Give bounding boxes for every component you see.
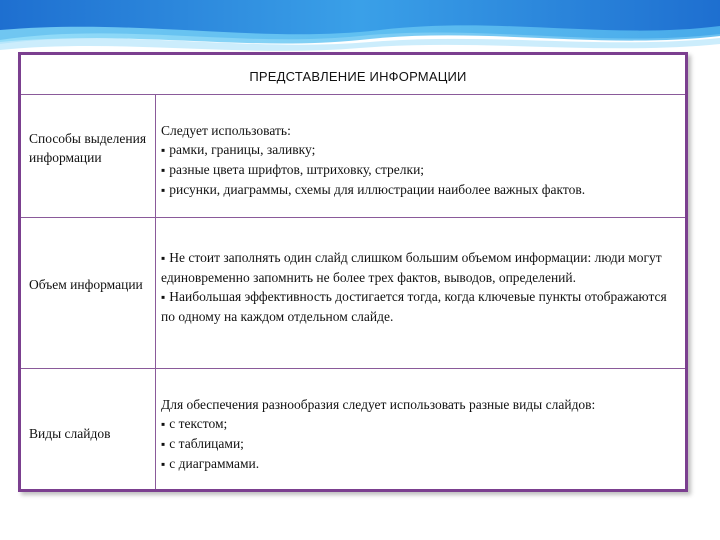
row-label-volume: Объем информации: [29, 277, 143, 292]
bullet-item: ▪ разные цвета шрифтов, штриховку, стрелки;: [161, 160, 681, 180]
blue-wave-icon: [0, 0, 720, 60]
column-divider: [155, 95, 156, 489]
content-line: Следует использовать:: [161, 123, 291, 138]
bullet-item: ▪ с текстом;: [161, 414, 681, 434]
bullet-item: ▪ Не стоит заполнять один слайд слишком большим объемом информации: люди могут единовременно запомнить не более трех фактов, выводов, определений.: [161, 248, 681, 287]
bullet-item: ▪ рисунки, диаграммы, схемы для иллюстрации наиболее важных фактов.: [161, 180, 681, 200]
page-title: ПРЕДСТАВЛЕНИЕ ИНФОРМАЦИИ: [249, 69, 467, 84]
row-content-slide-types: [161, 395, 681, 474]
bullet-item: ▪ с диаграммами.: [161, 454, 681, 474]
info-table: [18, 52, 688, 492]
row-divider: [21, 217, 685, 218]
bullet-item: ▪ с таблицами;: [161, 434, 681, 454]
row-divider: [21, 368, 685, 369]
table-header: [21, 55, 685, 95]
row-content-highlighting: [161, 121, 681, 200]
bullet-item: ▪ Наибольшая эффективность достигается тогда, когда ключевые пункты отображаются по одному на каждом отдельном слайде.: [161, 287, 681, 326]
content-line: Для обеспечения разнообразия следует использовать разные виды слайдов:: [161, 397, 596, 412]
row-content-volume: [161, 248, 681, 326]
bullet-item: ▪ рамки, границы, заливку;: [161, 140, 681, 160]
row-label-highlighting: Способы выделения информации: [29, 131, 147, 165]
row-label-slide-types: Виды слайдов: [29, 426, 111, 441]
